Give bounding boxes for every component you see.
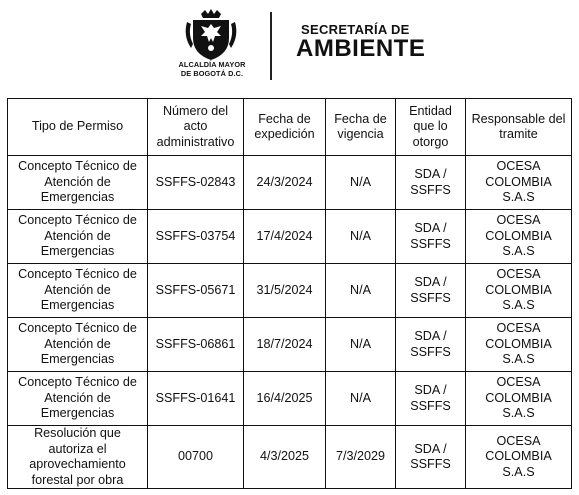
table-row (8, 264, 572, 318)
column-header-expedicion: Fecha de expedición (244, 99, 326, 156)
cell-tipo: Concepto Técnico de Atención de Emergencias (8, 318, 148, 372)
cell-responsable: OCESA COLOMBIA S.A.S (466, 318, 572, 372)
cell-numero: SSFFS-01641 (148, 372, 244, 426)
column-header-tipo: Tipo de Permiso (8, 99, 148, 156)
cell-entidad: SDA / SSFFS (396, 372, 466, 426)
document-header (0, 0, 579, 98)
cell-tipo: Resolución que autoriza el aprovechamiento forestal por obra (8, 426, 148, 489)
bogota-coat-of-arms-icon (183, 8, 239, 62)
table-row (8, 210, 572, 264)
cell-responsable: OCESA COLOMBIA S.A.S (466, 426, 572, 489)
table-row (8, 318, 572, 372)
table-row (8, 372, 572, 426)
cell-expedicion: 17/4/2024 (244, 210, 326, 264)
cell-expedicion: 18/7/2024 (244, 318, 326, 372)
cell-numero: SSFFS-02843 (148, 156, 244, 210)
cell-expedicion: 4/3/2025 (244, 426, 326, 489)
cell-responsable: OCESA COLOMBIA S.A.S (466, 372, 572, 426)
cell-entidad: SDA / SSFFS (396, 156, 466, 210)
cell-vigencia: N/A (326, 372, 396, 426)
header-divider (270, 12, 272, 80)
cell-responsable: OCESA COLOMBIA S.A.S (466, 264, 572, 318)
agency-name (150, 60, 274, 78)
cell-vigencia: 7/3/2029 (326, 426, 396, 489)
cell-entidad: SDA / SSFFS (396, 426, 466, 489)
column-header-responsable: Responsable del tramite (466, 99, 572, 156)
cell-numero: SSFFS-03754 (148, 210, 244, 264)
cell-vigencia: N/A (326, 318, 396, 372)
permits-table (7, 98, 572, 489)
cell-tipo: Concepto Técnico de Atención de Emergencias (8, 264, 148, 318)
cell-tipo: Concepto Técnico de Atención de Emergencias (8, 372, 148, 426)
cell-expedicion: 24/3/2024 (244, 156, 326, 210)
agency-name-line1: ALCALDÍA MAYOR (178, 60, 246, 69)
cell-vigencia: N/A (326, 210, 396, 264)
cell-entidad: SDA / SSFFS (396, 264, 466, 318)
secretariat-line2: AMBIENTE (296, 35, 426, 62)
cell-expedicion: 16/4/2025 (244, 372, 326, 426)
table-header-row (8, 99, 572, 156)
table-row (8, 426, 572, 489)
cell-expedicion: 31/5/2024 (244, 264, 326, 318)
table-row (8, 156, 572, 210)
cell-responsable: OCESA COLOMBIA S.A.S (466, 156, 572, 210)
cell-numero: 00700 (148, 426, 244, 489)
column-header-numero: Número del acto administrativo (148, 99, 244, 156)
cell-numero: SSFFS-06861 (148, 318, 244, 372)
cell-vigencia: N/A (326, 156, 396, 210)
cell-entidad: SDA / SSFFS (396, 318, 466, 372)
cell-tipo: Concepto Técnico de Atención de Emergencias (8, 210, 148, 264)
column-header-entidad: Entidad que lo otorgo (396, 99, 466, 156)
cell-entidad: SDA / SSFFS (396, 210, 466, 264)
column-header-vigencia: Fecha de vigencia (326, 99, 396, 156)
secretariat-line1: SECRETARÍA DE (301, 22, 410, 37)
cell-numero: SSFFS-05671 (148, 264, 244, 318)
cell-tipo: Concepto Técnico de Atención de Emergencias (8, 156, 148, 210)
cell-responsable: OCESA COLOMBIA S.A.S (466, 210, 572, 264)
agency-name-line2: DE BOGOTÁ D.C. (180, 69, 244, 78)
cell-vigencia: N/A (326, 264, 396, 318)
